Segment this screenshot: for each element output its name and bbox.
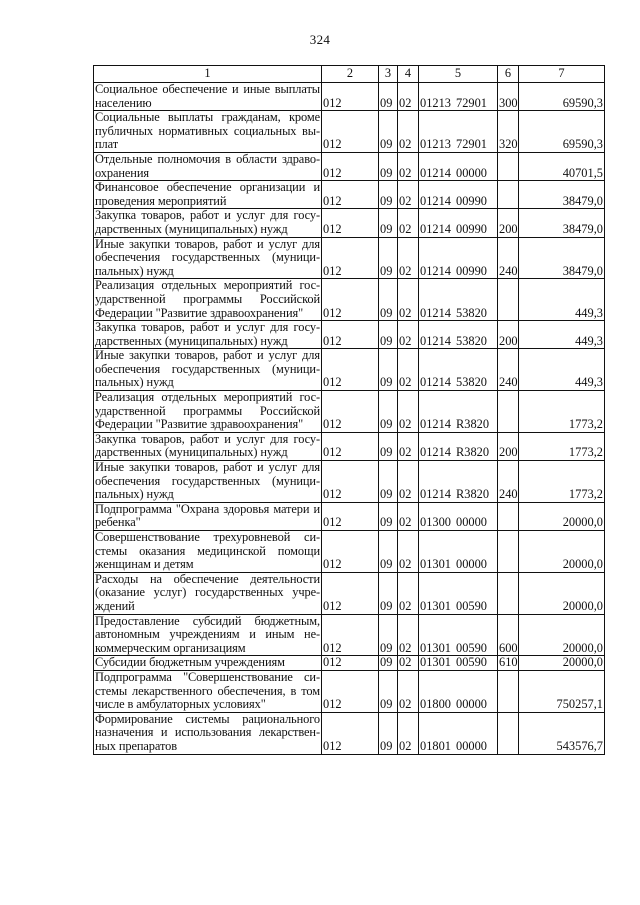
header-col-6: 6 — [498, 66, 519, 83]
row-target-article-direction: 00000 — [456, 697, 487, 712]
row-amount: 1773,2 — [519, 461, 605, 503]
header-col-5: 5 — [419, 66, 498, 83]
table-row — [94, 321, 605, 349]
row-target-article — [419, 181, 498, 209]
row-ministry-code: 012 — [322, 432, 379, 460]
row-expense-type: 610 — [499, 655, 518, 670]
header-col-4: 4 — [398, 66, 419, 83]
row-subsection-code: 02 — [398, 432, 419, 460]
row-target-article-direction: 72901 — [456, 95, 487, 110]
row-expense-type: 600 — [498, 614, 519, 656]
row-amount: 38479,0 — [519, 181, 605, 209]
row-section-code: 09 — [379, 461, 398, 503]
row-target-article-program: 01800 — [420, 697, 451, 712]
row-amount: 38479,0 — [519, 237, 605, 279]
row-ministry-code: 012 — [322, 531, 379, 573]
header-col-2: 2 — [322, 66, 379, 83]
row-amount: 543576,7 — [519, 712, 605, 754]
table-row — [94, 656, 605, 671]
row-target-article-direction: R3820 — [456, 417, 490, 432]
row-subsection-code: 02 — [398, 531, 419, 573]
row-ministry-code: 012 — [322, 349, 379, 391]
row-target-article-program: 01801 — [420, 738, 451, 753]
row-ministry-code: 012 — [322, 461, 379, 503]
row-expense-type: 200 — [498, 432, 519, 460]
table-row — [94, 237, 605, 279]
row-subsection-code: 02 — [398, 670, 419, 712]
row-name: Реализация отдельных мероприятий гос-ударственной программы Российской Федерации "Развитие здравоохранения" — [95, 278, 320, 320]
row-target-article-direction: 00590 — [456, 655, 487, 670]
row-subsection-code: 02 — [398, 461, 419, 503]
row-subsection-code: 02 — [398, 111, 419, 153]
row-ministry-code: 012 — [322, 572, 379, 614]
table-row — [94, 209, 605, 237]
row-expense-type: 240 — [498, 349, 519, 391]
row-target-article-program: 01214 — [420, 445, 451, 460]
row-name: Расходы на обеспечение деятельности (оказание услуг) государственных учре-ждений — [95, 572, 320, 613]
row-target-article — [419, 461, 498, 503]
row-target-article — [419, 152, 498, 180]
row-section-code: 09 — [379, 209, 398, 237]
row-name: Финансовое обеспечение организации и проведения мероприятий — [95, 180, 320, 208]
row-amount: 20000,0 — [519, 614, 605, 656]
row-amount: 69590,3 — [519, 111, 605, 153]
row-amount: 750257,1 — [519, 670, 605, 712]
table-row — [94, 461, 605, 503]
row-target-article-direction: R3820 — [456, 445, 490, 460]
row-expense-type: 200 — [498, 209, 519, 237]
row-target-article-program: 01214 — [420, 487, 451, 502]
row-amount: 20000,0 — [519, 502, 605, 530]
table-row — [94, 614, 605, 656]
row-section-code: 09 — [379, 321, 398, 349]
row-subsection-code: 02 — [398, 83, 419, 111]
row-target-article-program: 01300 — [420, 515, 451, 530]
row-target-article — [419, 531, 498, 573]
row-ministry-code: 012 — [322, 209, 379, 237]
row-target-article-direction: 53820 — [456, 333, 487, 348]
row-subsection-code: 02 — [398, 656, 419, 671]
row-ministry-code: 012 — [322, 502, 379, 530]
row-section-code: 09 — [379, 614, 398, 656]
row-target-article-program: 01214 — [420, 375, 451, 390]
row-target-article — [419, 502, 498, 530]
row-name: Формирование системы рационального назначения и использования лекарствен-ных препаратов — [95, 712, 320, 753]
row-target-article — [419, 83, 498, 111]
row-expense-type: 200 — [498, 321, 519, 349]
row-section-code: 09 — [379, 237, 398, 279]
row-expense-type: 240 — [498, 461, 519, 503]
row-expense-type — [498, 531, 519, 573]
row-target-article-direction: 00590 — [456, 640, 487, 655]
row-amount: 20000,0 — [519, 531, 605, 573]
row-target-article — [419, 349, 498, 391]
row-name: Иные закупки товаров, работ и услуг для обеспечения государственных (муници-пальных) нужд — [95, 460, 320, 502]
row-name: Реализация отдельных мероприятий гос-ударственной программы Российской Федерации "Развитие здравоохранения" — [95, 390, 320, 432]
row-ministry-code: 012 — [322, 83, 379, 111]
row-name: Подпрограмма "Совершенствование си-стемы лекарственного обеспечения, в том числе в амбулаторных условиях" — [95, 670, 320, 712]
row-section-code: 09 — [379, 349, 398, 391]
row-target-article — [419, 670, 498, 712]
row-name: Совершенствование трехуровневой си-стемы оказания медицинской помощи женщинам и детям — [95, 530, 320, 572]
row-expense-type — [498, 181, 519, 209]
row-target-article — [419, 209, 498, 237]
table-row — [94, 712, 605, 754]
row-subsection-code: 02 — [398, 502, 419, 530]
row-subsection-code: 02 — [398, 712, 419, 754]
table-row — [94, 181, 605, 209]
row-name: Социальное обеспечение и иные выплаты населению — [95, 82, 320, 110]
row-ministry-code: 012 — [322, 237, 379, 279]
row-target-article-direction: 72901 — [456, 137, 487, 152]
row-target-article — [419, 712, 498, 754]
row-ministry-code: 012 — [322, 152, 379, 180]
row-amount: 38479,0 — [519, 209, 605, 237]
row-target-article-program: 01214 — [420, 417, 451, 432]
row-name: Отдельные полномочия в области здраво-охранения — [95, 152, 320, 180]
row-target-article — [419, 279, 498, 321]
row-subsection-code: 02 — [398, 572, 419, 614]
row-subsection-code: 02 — [398, 181, 419, 209]
row-subsection-code: 02 — [398, 321, 419, 349]
row-expense-type: 240 — [498, 237, 519, 279]
row-amount: 1773,2 — [519, 432, 605, 460]
row-section-code: 09 — [379, 152, 398, 180]
row-subsection-code: 02 — [398, 237, 419, 279]
row-section-code: 09 — [379, 111, 398, 153]
row-ministry-code: 012 — [322, 391, 379, 433]
row-amount: 20000,0 — [519, 656, 605, 671]
row-amount: 69590,3 — [519, 83, 605, 111]
row-amount: 449,3 — [519, 279, 605, 321]
row-name: Субсидии бюджетным учреждениям — [94, 656, 322, 671]
table-row — [94, 83, 605, 111]
row-target-article — [419, 111, 498, 153]
row-expense-type — [498, 572, 519, 614]
row-section-code: 09 — [379, 432, 398, 460]
row-target-article-direction: 53820 — [456, 375, 487, 390]
row-target-article-direction: 00590 — [456, 598, 487, 613]
row-ministry-code: 012 — [322, 181, 379, 209]
row-section-code: 09 — [379, 181, 398, 209]
table-row — [94, 349, 605, 391]
row-name: Социальные выплаты гражданам, кроме публичных нормативных социальных вы-плат — [95, 110, 320, 152]
row-target-article — [419, 321, 498, 349]
row-ministry-code: 012 — [322, 321, 379, 349]
row-target-article-direction: 00990 — [456, 221, 487, 236]
row-section-code: 09 — [379, 712, 398, 754]
row-target-article — [419, 656, 498, 671]
row-target-article-program: 01213 — [420, 137, 451, 152]
row-name: Иные закупки товаров, работ и услуг для обеспечения государственных (муници-пальных) нужд — [95, 237, 320, 278]
row-ministry-code: 012 — [322, 656, 379, 671]
row-name: Предоставление субсидий бюджетным, автономным учреждениям и иным не-коммерческим организациям — [95, 614, 320, 655]
row-name: Подпрограмма "Охрана здоровья матери и ребенка" — [95, 502, 320, 530]
row-subsection-code: 02 — [398, 614, 419, 656]
row-target-article-direction: 53820 — [456, 305, 487, 320]
row-section-code: 09 — [379, 502, 398, 530]
table-row — [94, 502, 605, 530]
row-ministry-code: 012 — [322, 111, 379, 153]
row-target-article — [419, 391, 498, 433]
row-target-article-program: 01214 — [420, 263, 451, 278]
row-target-article — [419, 432, 498, 460]
row-amount: 1773,2 — [519, 391, 605, 433]
table-row — [94, 279, 605, 321]
row-target-article-direction: R3820 — [456, 487, 490, 502]
row-amount: 40701,5 — [519, 152, 605, 180]
row-section-code: 09 — [379, 83, 398, 111]
row-ministry-code: 012 — [322, 279, 379, 321]
row-subsection-code: 02 — [398, 279, 419, 321]
row-expense-type: 300 — [498, 83, 519, 111]
row-target-article-direction: 00000 — [456, 738, 487, 753]
table-row — [94, 432, 605, 460]
row-expense-type — [498, 391, 519, 433]
row-target-article-direction: 00990 — [456, 193, 487, 208]
row-expense-type — [498, 279, 519, 321]
header-col-7: 7 — [519, 66, 605, 83]
page-number: 324 — [309, 32, 331, 47]
row-name: Закупка товаров, работ и услуг для госу-дарственных (муниципальных) нужд — [95, 432, 320, 460]
row-target-article-program: 01214 — [420, 221, 451, 236]
header-col-3: 3 — [379, 66, 398, 83]
row-ministry-code: 012 — [322, 712, 379, 754]
row-expense-type — [498, 152, 519, 180]
row-section-code: 09 — [379, 279, 398, 321]
row-section-code: 09 — [379, 670, 398, 712]
row-subsection-code: 02 — [398, 391, 419, 433]
row-target-article-program: 01213 — [420, 95, 451, 110]
row-expense-type: 320 — [498, 111, 519, 153]
row-target-article-program: 01214 — [420, 193, 451, 208]
row-section-code: 09 — [379, 531, 398, 573]
row-name: Иные закупки товаров, работ и услуг для обеспечения государственных (муници-пальных) нужд — [95, 348, 320, 390]
row-subsection-code: 02 — [398, 209, 419, 237]
row-expense-type — [498, 670, 519, 712]
budget-table — [93, 65, 605, 755]
row-ministry-code: 012 — [322, 670, 379, 712]
row-target-article-direction: 00000 — [456, 557, 487, 572]
row-amount: 449,3 — [519, 349, 605, 391]
row-section-code: 09 — [379, 656, 398, 671]
row-target-article-direction: 00000 — [456, 515, 487, 530]
header-col-1: 1 — [94, 66, 322, 83]
row-section-code: 09 — [379, 391, 398, 433]
row-target-article-program: 01301 — [420, 557, 451, 572]
row-target-article-program: 01214 — [420, 165, 451, 180]
row-subsection-code: 02 — [398, 152, 419, 180]
row-ministry-code: 012 — [322, 614, 379, 656]
row-target-article — [419, 614, 498, 656]
row-target-article-direction: 00000 — [456, 165, 487, 180]
table-row — [94, 531, 605, 573]
table-row — [94, 572, 605, 614]
row-target-article-program: 01214 — [420, 305, 451, 320]
row-target-article-program: 01301 — [420, 598, 451, 613]
row-target-article — [419, 237, 498, 279]
row-name: Закупка товаров, работ и услуг для госу-дарственных (муниципальных) нужд — [95, 320, 320, 348]
header-row — [94, 66, 605, 83]
row-target-article — [419, 572, 498, 614]
row-target-article-program: 01301 — [420, 640, 451, 655]
row-expense-type — [498, 712, 519, 754]
row-amount: 449,3 — [519, 321, 605, 349]
table-body — [94, 83, 605, 755]
row-amount: 20000,0 — [519, 572, 605, 614]
row-section-code: 09 — [379, 572, 398, 614]
row-subsection-code: 02 — [398, 349, 419, 391]
table-row — [94, 111, 605, 153]
table-row — [94, 391, 605, 433]
row-target-article-direction: 00990 — [456, 263, 487, 278]
row-expense-type — [498, 502, 519, 530]
row-target-article-program: 01301 — [420, 655, 451, 670]
table-row — [94, 152, 605, 180]
table-row — [94, 670, 605, 712]
row-target-article-program: 01214 — [420, 333, 451, 348]
row-name: Закупка товаров, работ и услуг для госу-дарственных (муниципальных) нужд — [95, 208, 320, 236]
